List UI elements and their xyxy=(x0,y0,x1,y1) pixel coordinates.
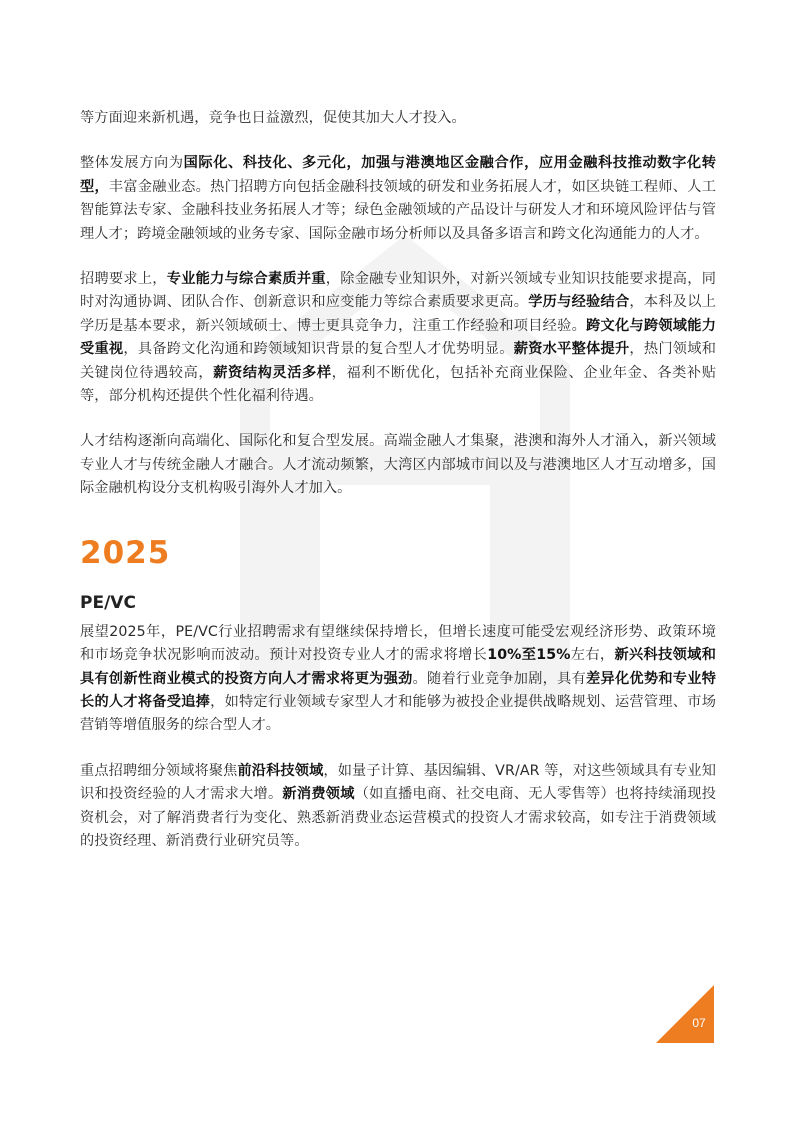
paragraph xyxy=(80,760,716,854)
text-span: ，如量子计算、基因编辑、VR/AR 等，对这些领域具有专业知识和投资经验的人才需求大增。 xyxy=(80,762,716,803)
text-span: 等方面迎来新机遇，竞争也日益激烈，促使其加大人才投入。 xyxy=(80,110,466,126)
bold-text: 薪资结构灵活多样 xyxy=(213,364,332,381)
text-span: ，福利不断优化，包括补充商业保险、企业年金、各类补贴等，部分机构还提供个性化福利待遇。 xyxy=(80,364,716,405)
text-span: （如直播电商、社交电商、无人零售等）也将持续涌现投资机会，对了解消费者行为变化、熟悉新消费业态运营模式的投资人才需求较高，如专注于消费领域的投资经理、新消费行业研究员等。 xyxy=(80,786,716,849)
text-span: ，热门领域和关键岗位待遇较高， xyxy=(80,341,716,381)
bold-text: 学历与经验结合 xyxy=(528,294,630,311)
section-heading: PE/VC xyxy=(80,592,136,613)
bold-text: 跨文化与跨领域能力受重视 xyxy=(80,317,716,358)
text-span: 重点招聘细分领域将聚焦 xyxy=(80,762,238,779)
text-span: 左右， xyxy=(570,647,615,664)
page-number: 07 xyxy=(692,1016,706,1030)
paragraph xyxy=(80,152,716,246)
bold-text: 差异化优势和专业特长的人才将备受追捧 xyxy=(80,670,716,710)
bold-text: 10%至15% xyxy=(487,647,571,664)
text-span: ，具备跨文化沟通和跨领域知识背景的复合型人才优势明显。 xyxy=(123,341,514,358)
page-content xyxy=(80,107,716,875)
intro-section xyxy=(80,107,716,501)
bold-text: 新消费领域 xyxy=(282,786,355,803)
text-span: 招聘要求上， xyxy=(80,271,167,288)
paragraph xyxy=(80,268,716,408)
text-span: 展望2025年，PE/VC行业招聘需求有望继续保持增长，但增长速度可能受宏观经济形势、政策环境和市场竞争状况影响而波动。预计对投资专业人才的需求将增长 xyxy=(80,623,716,664)
text-span: 丰富金融业态。热门招聘方向包括金融科技领域的研发和业务拓展人才，如区块链工程师、人工智能算法专家、金融科技业务拓展人才等；绿色金融领域的产品设计与研发人才和环境风险评估与管理人才；跨境金融领域的业务专家、国际金融市场分析师以及具备多语言和跨文化沟通能力的人才。 xyxy=(80,178,717,242)
bold-text: 国际化、科技化、多元化，加强与港澳地区金融合作，应用金融科技推动数字化转型， xyxy=(80,155,716,195)
paragraph xyxy=(80,107,716,130)
bold-text: 专业能力与综合素质并重 xyxy=(166,271,326,288)
text-span: 整体发展方向为 xyxy=(80,155,184,172)
page-corner-triangle xyxy=(656,985,714,1043)
text-span: 。随着行业竞争加剧，具有 xyxy=(412,670,587,687)
pe-vc-section xyxy=(80,621,716,854)
text-span: 人才结构逐渐向高端化、国际化和复合型发展。高端金融人才集聚，港澳和海外人才涌入，新兴领域专业人才与传统金融人才融合。人才流动频繁，大湾区内部城市间以及与港澳地区人才互动增多，国际金融机构设分支机构吸引海外人才加入。 xyxy=(80,433,716,497)
bold-text: 前沿科技领域 xyxy=(237,762,324,779)
text-span: ，本科及以上学历是基本要求，新兴领域硕士、博士更具竞争力，注重工作经验和项目经验。 xyxy=(80,294,716,334)
bold-text: 新兴科技领域和具有创新性商业模式的投资方向人才需求将更为强劲 xyxy=(80,647,716,687)
text-span: ，如特定行业领域专家型人才和能够为被投企业提供战略规划、运营管理、市场营销等增值服务的综合型人才。 xyxy=(80,693,716,734)
paragraph xyxy=(80,430,716,500)
paragraph xyxy=(80,621,716,738)
year-heading: 2025 xyxy=(80,534,171,571)
bold-text: 薪资水平整体提升 xyxy=(513,341,630,358)
text-span: ，除金融专业知识外，对新兴领域专业知识技能要求提高，同时对沟通协调、团队合作、创新意识和应变能力等综合素质要求更高。 xyxy=(80,271,716,311)
